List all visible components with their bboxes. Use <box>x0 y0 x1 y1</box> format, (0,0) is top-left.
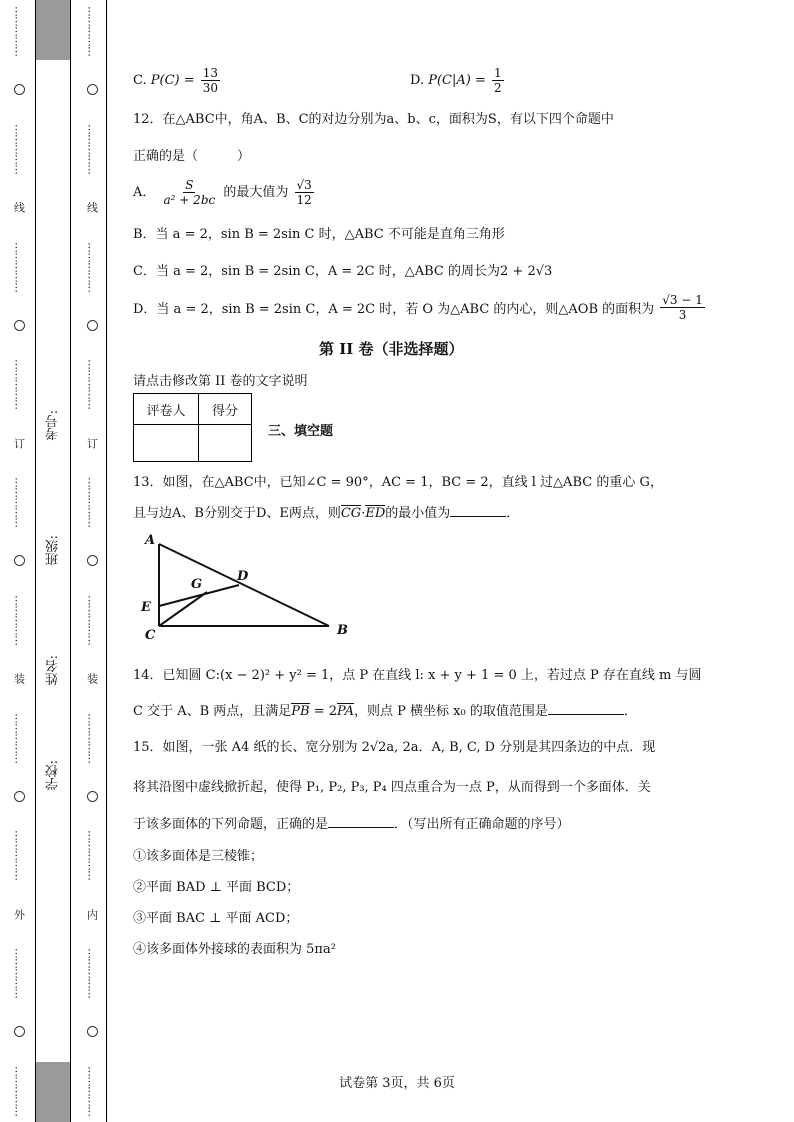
q15-item-2: ②平面 BAD ⊥ 平面 BCD； <box>133 880 300 895</box>
score-header: 得分 <box>199 394 252 425</box>
q12-stem-line2: 正确的是（ ） <box>133 149 251 164</box>
triangle-figure <box>139 530 369 640</box>
label-b: B <box>337 623 348 638</box>
q11-option-c: C. P(C) = $\frac{13}{30}$ <box>133 66 219 95</box>
label-c: C <box>145 628 156 640</box>
binding-hole-icon <box>14 791 25 802</box>
label-a: A <box>145 533 156 548</box>
binding-hole-icon <box>87 320 98 331</box>
q15-item-3: ③平面 BAC ⊥ 平面 ACD； <box>133 911 299 926</box>
q12-option-b: B．当 a = 2，sin B = 2sin C 时，△ABC 不可能是直角三角形 <box>133 227 505 242</box>
label-e: E <box>141 600 151 615</box>
section3-title: 三、填空题 <box>268 424 334 439</box>
fraction: $\frac{13}{30}$ <box>202 66 219 95</box>
q14-line1: 14．已知圆 C:(x − 2)² + y² = 1，点 P 在直线 l: x + y + 1 = 0 上，若过点 P 存在直线 m 与圆 <box>133 668 702 683</box>
binding-char: 订 <box>12 437 26 449</box>
label-d: D <box>237 569 249 584</box>
segment-cg <box>159 592 207 626</box>
margin-rule <box>106 0 107 1122</box>
fraction: $\frac{S}{\text{a² + 2bc}}$ <box>163 178 216 207</box>
label-g: G <box>191 577 203 592</box>
student-info-strip <box>35 0 71 1122</box>
q15-item-4: ④该多面体外接球的表面积为 5πa² <box>133 942 336 957</box>
q11-option-d: D. P(C|A) = $\frac{1}{2}$ <box>410 66 502 95</box>
fraction: $\frac{√3 - 1}{3}$ <box>662 293 703 322</box>
binding-hole-icon <box>14 84 25 95</box>
binding-hole-icon <box>87 1026 98 1037</box>
binding-hole-icon <box>87 84 98 95</box>
q15-item-1: ①该多面体是三棱锥； <box>133 849 264 864</box>
binding-hole-icon <box>14 1026 25 1037</box>
inner-binding-column: …………… …………… 线 …………… …………… 订 …………… …………… 装 …………… …………… 内 …………… …………… <box>85 6 99 1116</box>
grader-cell[interactable] <box>134 425 199 462</box>
answer-blank[interactable] <box>450 516 506 517</box>
page-footer: 试卷第 3页，共 6页 <box>339 1076 455 1091</box>
q12-option-a: A． $\frac{S}{\text{a² + 2bc}}$ 的最大值为 $\frac{√3}{12}$ <box>133 178 312 207</box>
grader-header: 评卷人 <box>134 394 199 425</box>
binding-char: 线 <box>85 202 99 214</box>
q12-option-c: C．当 a = 2，sin B = 2sin C，A = 2C 时，△ABC 的周长为2 + 2√3 <box>133 264 553 279</box>
q15-line2: 将其沿图中虚线掀折起，使得 P₁, P₂, P₃, P₄ 四点重合为一点 P，从而得到一个多面体．关 <box>133 780 651 795</box>
fraction: $\frac{√3}{12}$ <box>296 178 312 207</box>
binding-char: 内 <box>85 908 99 920</box>
q13-line2: 且与边A、B分别交于D、E两点，则CG·ED的最小值为 ． <box>133 506 520 521</box>
q15-line1: 15．如图，一张 A4 纸的长、宽分别为 2√2a, 2a．A, B, C, D 分别是其四条边的中点．现 <box>133 740 656 755</box>
binding-char: 订 <box>85 437 99 449</box>
field-name: 姓名: <box>46 655 61 686</box>
part2-title: 第 II 卷（非选择题） <box>319 340 464 358</box>
binding-char: 装 <box>12 673 26 685</box>
q12-stem-line1: 12．在△ABC中，角A、B、C的对边分别为a、b、c，面积为S，有以下四个命题中 <box>133 112 614 127</box>
binding-char: 外 <box>12 908 26 920</box>
answer-blank[interactable] <box>328 827 394 828</box>
outer-binding-column: …………… …………… 线 …………… …………… 订 …………… …………… 装 …………… …………… 外 …………… …………… <box>12 6 26 1116</box>
binding-hole-icon <box>87 555 98 566</box>
binding-char: 装 <box>85 673 99 685</box>
binding-hole-icon <box>14 555 25 566</box>
fraction: $\frac{1}{2}$ <box>494 66 502 95</box>
binding-hole-icon <box>87 791 98 802</box>
part2-note: 请点击修改第 II 卷的文字说明 <box>133 374 308 389</box>
field-school: 学校: <box>46 760 61 791</box>
score-cell[interactable] <box>199 425 252 462</box>
field-class: 班级: <box>46 535 61 566</box>
q12-option-d: D．当 a = 2，sin B = 2sin C，A = 2C 时，若 O 为△ABC 的内心，则△AOB 的面积为 $\frac{√3 - 1}{3}$ <box>133 293 703 322</box>
answer-blank[interactable] <box>548 714 624 715</box>
q14-line2: C 交于 A、B 两点，且满足PB = 2PA，则点 P 横坐标 x₀ 的取值范围是 ． <box>133 704 637 719</box>
binding-char: 线 <box>12 202 26 214</box>
q13-line1: 13．如图，在△ABC中，已知∠C = 90°，AC = 1，BC = 2，直线 l 过△ABC 的重心 G， <box>133 475 663 490</box>
binding-hole-icon <box>14 320 25 331</box>
field-exam-number: 考号: <box>46 410 61 441</box>
q15-line3: 于该多面体的下列命题，正确的是 ．（写出所有正确命题的序号） <box>133 817 570 832</box>
grading-table <box>133 393 252 462</box>
side-ab <box>159 544 329 626</box>
